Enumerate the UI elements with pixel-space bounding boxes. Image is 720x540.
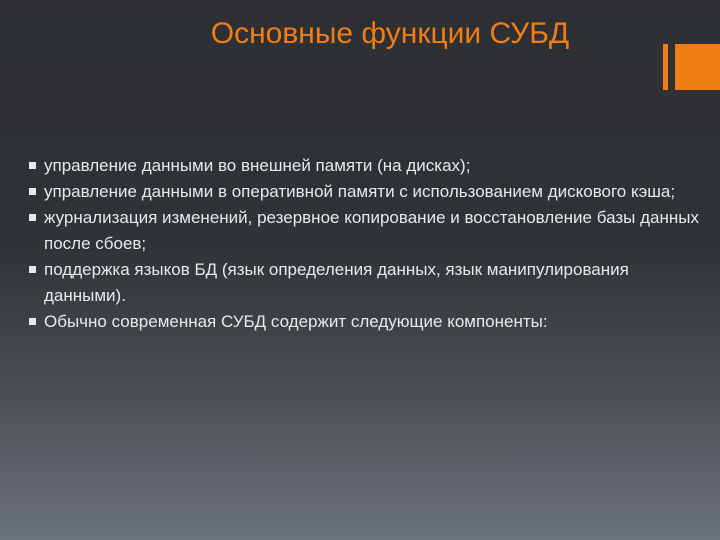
square-bullet-icon (29, 214, 36, 221)
square-bullet-icon (29, 266, 36, 273)
bullet-item (26, 257, 706, 309)
bullet-list (26, 153, 706, 335)
bullet-item (26, 309, 706, 335)
square-bullet-icon (29, 318, 36, 325)
bullet-text: Обычно современная СУБД содержит следующие компоненты: (44, 312, 548, 331)
bullet-text: управление данными в оперативной памяти с использованием дискового кэша; (44, 182, 676, 201)
square-bullet-icon (29, 162, 36, 169)
accent-bar-thin (663, 44, 668, 90)
bullet-item (26, 179, 706, 205)
bullet-text: поддержка языков БД (язык определения данных, язык манипулирования данными). (44, 260, 629, 305)
bullet-text: журнализация изменений, резервное копирование и восстановление базы данных после сбоев; (44, 208, 699, 253)
accent-bar-thick (675, 44, 720, 90)
slide-title: Основные функции СУБД (210, 17, 570, 50)
bullet-item (26, 205, 706, 257)
square-bullet-icon (29, 188, 36, 195)
bullet-text: управление данными во внешней памяти (на дисках); (44, 156, 471, 175)
bullet-item (26, 153, 706, 179)
